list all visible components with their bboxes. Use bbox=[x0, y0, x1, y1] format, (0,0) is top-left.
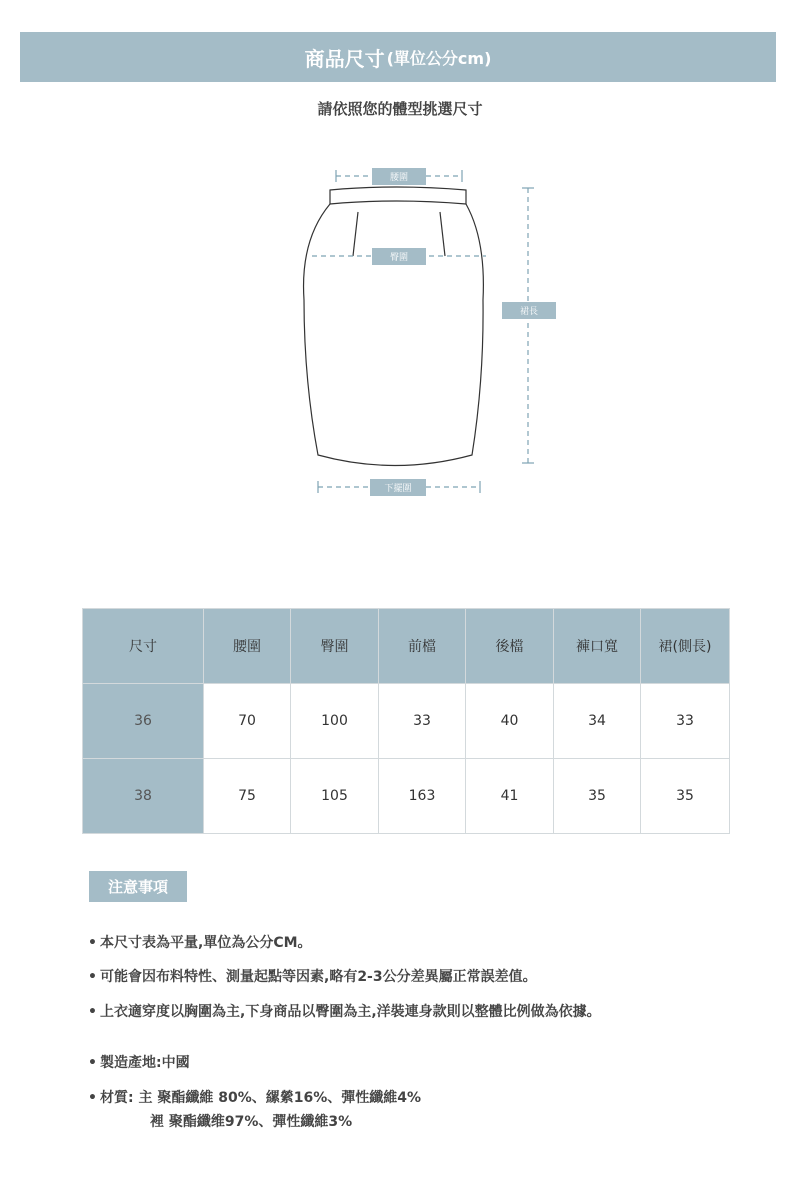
table-row bbox=[83, 684, 730, 759]
note-item bbox=[88, 932, 312, 952]
notes-heading: 注意事項 bbox=[89, 871, 187, 902]
note-item bbox=[88, 966, 537, 986]
note-text: 本尺寸表為平量,單位為公分CM。 bbox=[100, 935, 312, 951]
table-cell: 33 bbox=[379, 684, 466, 759]
table-cell: 33 bbox=[641, 684, 730, 759]
skirt-dart-right bbox=[440, 212, 445, 256]
table-cell: 100 bbox=[291, 684, 379, 759]
material-item bbox=[88, 1087, 421, 1107]
lining-text: 裡 聚酯纖维97%、彈性纖維3% bbox=[150, 1114, 353, 1130]
bullet: • bbox=[88, 935, 97, 951]
length-label: 裙長 bbox=[502, 302, 556, 319]
table-cell: 105 bbox=[291, 759, 379, 834]
table-cell: 163 bbox=[379, 759, 466, 834]
table-header: 臀圍 bbox=[291, 609, 379, 684]
origin-text: 製造產地:中國 bbox=[100, 1055, 190, 1071]
material-text: 材質: 主 聚酯纖維 80%、縲縈16%、彈性纖維4% bbox=[100, 1090, 422, 1106]
size-cell: 38 bbox=[83, 759, 204, 834]
table-header-row bbox=[83, 609, 730, 684]
table-cell: 40 bbox=[466, 684, 554, 759]
waist-label: 腰圍 bbox=[372, 168, 426, 185]
lining-item bbox=[150, 1111, 352, 1131]
table-header: 尺寸 bbox=[83, 609, 204, 684]
banner-title: 商品尺寸 bbox=[304, 46, 385, 71]
table-cell: 35 bbox=[641, 759, 730, 834]
note-item bbox=[88, 1001, 601, 1021]
bullet: • bbox=[88, 1090, 97, 1106]
table-header: 前檔 bbox=[379, 609, 466, 684]
note-text: 可能會因布料特性、測量起點等因素,略有2-3公分差異屬正常誤差值。 bbox=[100, 969, 537, 985]
banner-unit: (單位公分cm) bbox=[386, 48, 492, 68]
table-cell: 75 bbox=[204, 759, 291, 834]
size-cell: 36 bbox=[83, 684, 204, 759]
table-header: 褲口寬 bbox=[554, 609, 641, 684]
page-banner bbox=[20, 32, 776, 82]
note-text: 上衣適穿度以胸圍為主,下身商品以臀圍為主,洋裝連身款則以整體比例做為依據。 bbox=[100, 1004, 601, 1020]
skirt-body bbox=[304, 204, 484, 466]
skirt-diagram bbox=[290, 160, 570, 505]
skirt-dart-left bbox=[353, 212, 358, 256]
skirt-waistband bbox=[330, 187, 466, 204]
bullet: • bbox=[88, 1004, 97, 1020]
size-table bbox=[82, 608, 730, 834]
table-header: 腰圍 bbox=[204, 609, 291, 684]
table-cell: 41 bbox=[466, 759, 554, 834]
bullet: • bbox=[88, 1055, 97, 1071]
table-cell: 70 bbox=[204, 684, 291, 759]
origin-item bbox=[88, 1052, 190, 1072]
table-row bbox=[83, 759, 730, 834]
table-header: 裙(側長) bbox=[641, 609, 730, 684]
page-subtitle: 請依照您的體型挑選尺寸 bbox=[317, 100, 483, 118]
hip-label: 臀圍 bbox=[372, 248, 426, 265]
table-cell: 35 bbox=[554, 759, 641, 834]
table-cell: 34 bbox=[554, 684, 641, 759]
bullet: • bbox=[88, 969, 97, 985]
hem-label: 下擺圍 bbox=[370, 479, 426, 496]
table-header: 後檔 bbox=[466, 609, 554, 684]
